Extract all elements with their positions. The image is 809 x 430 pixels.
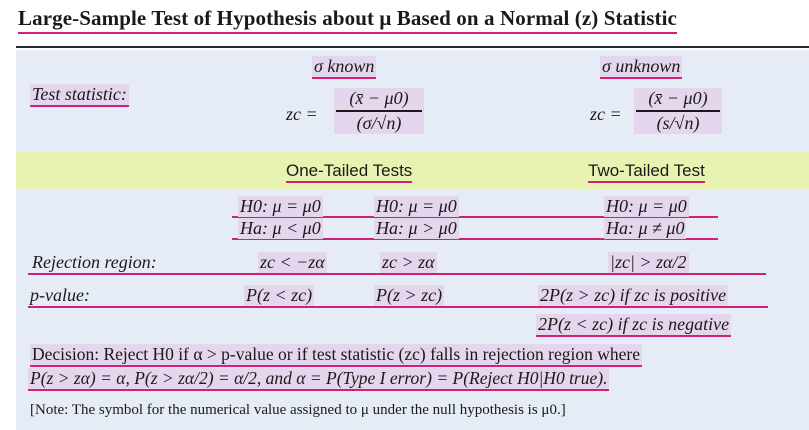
page-title: Large-Sample Test of Hypothesis about μ Based on a Normal (z) Statistic [18, 6, 677, 31]
known-numerator: (x̄ − μ0) [349, 88, 409, 108]
decision-line-2: P(z > zα) = α, P(z > zα/2) = α/2, and α = P(Type I error) = P(Reject H0|H0 true). [28, 368, 609, 391]
lower-h0: H0: μ = μ0 [240, 196, 321, 216]
known-denominator: (σ/√n) [356, 112, 402, 133]
rejection-label: Rejection region: [32, 252, 157, 272]
footnote: [Note: The symbol for the numerical value assigned to μ under the null hypothesis is μ0.] [30, 402, 566, 418]
pvalue-upper: P(z > zc) [376, 285, 443, 305]
pvalue-lower: P(z < zc) [246, 285, 313, 305]
rejection-upper: zc > zα [382, 252, 435, 272]
unknown-zc-lhs: zc = [590, 104, 622, 124]
pvalue-two-negative: 2P(z < zc) if zc is negative [536, 314, 731, 337]
pvalue-two-positive: 2P(z > zc) if zc is positive [540, 285, 727, 305]
rejection-lower: zc < −zα [260, 252, 325, 272]
known-zc-lhs: zc = [286, 104, 318, 124]
one-tailed-heading: One-Tailed Tests [286, 161, 412, 183]
two-h0: H0: μ = μ0 [606, 196, 687, 216]
unknown-denominator: (s/√n) [656, 112, 700, 133]
pvalue-label: p-value: [30, 285, 90, 305]
rejection-two: |zc| > zα/2 [610, 252, 687, 272]
test-statistic-label: Test statistic: [30, 84, 129, 107]
upper-ha: Ha: μ > μ0 [376, 218, 457, 238]
lower-ha: Ha: μ < μ0 [240, 218, 321, 238]
unknown-fraction [634, 88, 722, 134]
decision-line-1: Decision: Reject H0 if α > p-value or if test statistic (zc) falls in rejection region where [30, 344, 642, 367]
two-tailed-heading: Two-Tailed Test [588, 161, 705, 183]
upper-h0: H0: μ = μ0 [376, 196, 457, 216]
two-ha: Ha: μ ≠ μ0 [606, 218, 685, 238]
sigma-known-header: σ known [312, 56, 376, 79]
unknown-numerator: (x̄ − μ0) [648, 88, 708, 108]
sigma-unknown-header: σ unknown [600, 56, 682, 79]
rejection-underline [28, 273, 766, 275]
pvalue-underline [28, 306, 768, 308]
title-divider [16, 46, 809, 48]
known-fraction [334, 88, 424, 134]
